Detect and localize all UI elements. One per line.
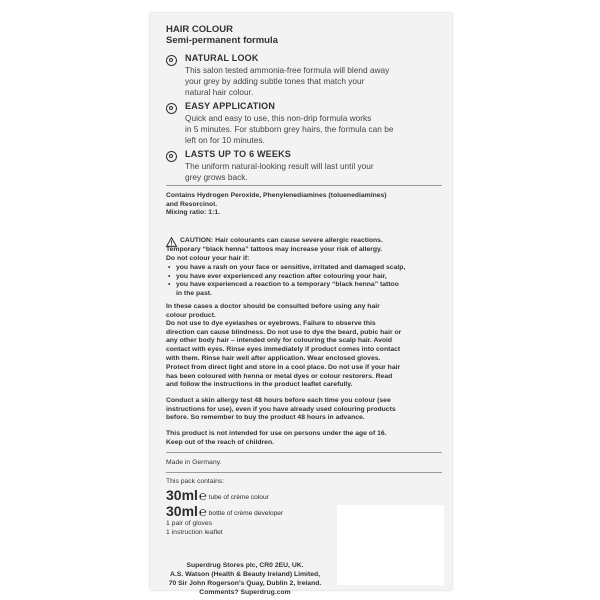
- safety-line: direction can cause blindness. Do not use to dye the beard, pubic hair or: [166, 328, 402, 336]
- mixing-ratio: Mixing ratio: 1:1.: [166, 209, 221, 217]
- caution-henna: [166, 246, 444, 255]
- list-item-text: you have ever experienced any reaction after colouring your hair,: [176, 272, 387, 280]
- storage-line: and follow the instructions in the product leaflet carefully.: [166, 381, 353, 389]
- do-not-colour-text: Do not colour your hair if:: [166, 255, 250, 262]
- allergy-test-notice: [166, 397, 444, 423]
- divider: [166, 452, 442, 453]
- list-item-text: in the past.: [176, 289, 212, 297]
- safety-line: with them. Rinse hair well after application. Wear enclosed gloves.: [166, 354, 381, 362]
- storage-line: Protect from direct light and store in a cool place. Do not use if your hair: [166, 364, 401, 371]
- feature-description: [185, 161, 447, 183]
- estimated-sign-icon: ℮: [198, 504, 207, 519]
- feature-heading: EASY APPLICATION: [185, 101, 276, 111]
- estimated-sign-icon: ℮: [198, 488, 207, 503]
- allergy-line: instructions for use), even if you have already used colouring products: [166, 405, 396, 413]
- address-line: Superdrug Stores plc, CR0 2EU, UK.: [186, 562, 304, 569]
- address-line: Comments? Superdrug.com: [199, 589, 291, 596]
- product-title: [166, 24, 278, 46]
- address-line: A.S. Watson (Health & Beauty Ireland) Limited,: [169, 571, 321, 578]
- list-item: [166, 264, 442, 273]
- storage-instructions: [166, 364, 444, 390]
- divider: [166, 185, 442, 186]
- list-item-text: you have a rash on your face or sensitive, irritated and damaged scalp,: [176, 264, 406, 271]
- pack-item-amount: 30ml: [166, 487, 198, 503]
- feature-line: natural hair colour.: [185, 87, 254, 98]
- list-item: [166, 281, 442, 298]
- safety-instructions: [166, 303, 444, 363]
- feature-line: Quick and easy to use, this non-drip formula works: [185, 113, 372, 123]
- caution-statement: [180, 237, 442, 246]
- feature-line: your grey by adding subtle tones that match your: [185, 76, 365, 87]
- ingredients-line: and Resorcinol.: [166, 200, 217, 208]
- ingredients-line: Contains Hydrogen Peroxide, Phenylenediamines (toluenediamines): [166, 192, 387, 199]
- target-ring-icon: [166, 55, 177, 66]
- feature-line: grey grows back.: [185, 172, 248, 183]
- target-ring-icon: [166, 103, 177, 114]
- feature-line: The uniform natural-looking result will last until your: [185, 161, 374, 171]
- manufacturer-address: [150, 561, 340, 597]
- target-ring-icon: [166, 151, 177, 162]
- safety-line: Do not use to dye eyelashes or eyebrows. Failure to observe this: [166, 320, 376, 328]
- contraindication-list: [166, 264, 442, 298]
- country-of-origin: Made in Germany.: [166, 459, 222, 466]
- safety-line: colour product.: [166, 311, 216, 319]
- caution-line: Temporary “black henna” tattoos may increase your risk of allergy.: [166, 246, 383, 253]
- caution-line: CAUTION: Hair colourants can cause severe allergic reactions.: [180, 237, 383, 244]
- list-item: [166, 273, 442, 282]
- safety-line: any other body hair – intended only for colouring the scalp hair. Avoid: [166, 337, 393, 345]
- product-subtitle: Semi-permanent formula: [166, 35, 278, 46]
- pack-contents-intro: This pack contains:: [166, 478, 225, 485]
- ingredients: [166, 192, 444, 218]
- product-name: HAIR COLOUR: [166, 24, 234, 35]
- age-line: This product is not intended for use on persons under the age of 16.: [166, 430, 387, 437]
- blank-label-area: [337, 505, 444, 585]
- product-label-panel: [150, 13, 452, 596]
- allergy-line: before. So remember to buy the product 48 hours in advance.: [166, 414, 365, 422]
- feature-heading: NATURAL LOOK: [185, 53, 259, 63]
- feature-line: in 5 minutes. For stubborn grey hairs, the formula can be: [185, 124, 394, 135]
- feature-description: [185, 65, 447, 99]
- safety-line: In these cases a doctor should be consulted before using any hair: [166, 303, 380, 310]
- pack-item-amount: 30ml: [166, 503, 198, 519]
- age-warning: [166, 430, 444, 447]
- do-not-colour-heading: [166, 255, 444, 264]
- storage-line: has been coloured with henna or metal dyes or colour restorers. Read: [166, 372, 393, 380]
- list-item-text: • you have experienced a reaction to a temporary “black henna” tattoo: [176, 281, 399, 289]
- pack-extra-item: 1 instruction leaflet: [166, 528, 223, 536]
- pack-extra-item: 1 pair of gloves: [166, 520, 213, 527]
- pack-extras: [166, 520, 223, 537]
- divider: [166, 472, 442, 473]
- age-line: Keep out of the reach of children.: [166, 438, 275, 446]
- feature-line: left on for 10 minutes.: [185, 135, 265, 146]
- feature-heading: LASTS UP TO 6 WEEKS: [185, 149, 291, 159]
- address-line: 70 Sir John Rogerson's Quay, Dublin 2, Ireland.: [168, 580, 322, 587]
- allergy-line: Conduct a skin allergy test 48 hours before each time you colour (see: [166, 397, 391, 404]
- pack-item-description: tube of crème colour: [208, 494, 269, 501]
- safety-line: contact with eyes. Rinse eyes immediately if product comes into contact: [166, 345, 401, 353]
- feature-description: [185, 113, 447, 147]
- feature-line: This salon tested ammonia-free formula will blend away: [185, 65, 390, 75]
- pack-item-description: bottle of crème developer: [208, 510, 284, 517]
